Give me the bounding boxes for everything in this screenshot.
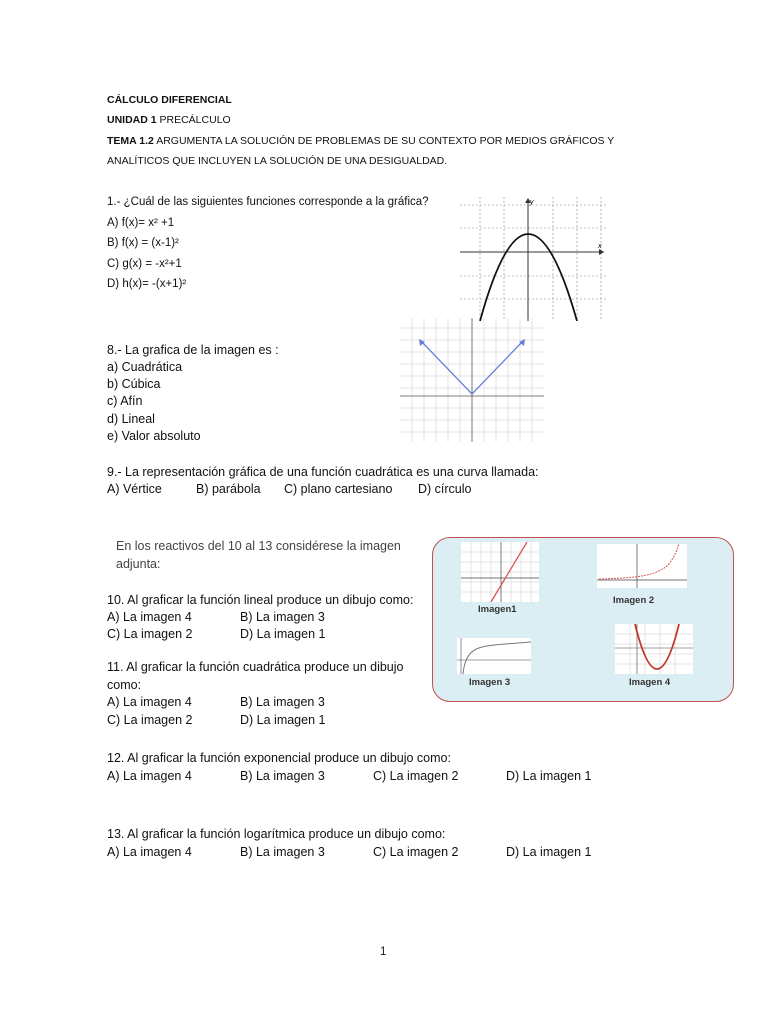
- q12-option-b: B) La imagen 3: [240, 769, 325, 783]
- q13-option-d: D) La imagen 1: [506, 845, 592, 859]
- q13-option-b: B) La imagen 3: [240, 845, 325, 859]
- q8-option-d: d) Lineal: [107, 412, 155, 426]
- q13-option-a: A) La imagen 4: [107, 845, 192, 859]
- q1-parabola-graph: [460, 197, 606, 321]
- image-1-caption: Imagen1: [478, 604, 517, 615]
- image-2-caption: Imagen 2: [613, 595, 655, 606]
- q11-option-d: D) La imagen 1: [240, 713, 326, 727]
- q8-option-a: a) Cuadrática: [107, 360, 183, 374]
- q1-y-label: y: [530, 199, 534, 206]
- q10-options-row-2: [107, 627, 407, 643]
- q12-question: 12. Al graficar la función exponencial produce un dibujo como:: [107, 751, 451, 765]
- q8-option-e: e) Valor absoluto: [107, 429, 201, 443]
- image-4-quadratic-thumb: [615, 624, 693, 674]
- q9-option-d: D) círculo: [418, 482, 472, 496]
- q12-options: [107, 769, 627, 785]
- q1-question: 1.- ¿Cuál de las siguientes funciones corresponde a la gráfica?: [107, 196, 429, 208]
- image-2-exponential-thumb: [597, 544, 687, 588]
- q9-option-c: C) plano cartesiano: [284, 482, 393, 496]
- q11-options-row-2: [107, 713, 407, 729]
- q1-option-c: C) g(x) = -x²+1: [107, 258, 182, 270]
- q12-option-a: A) La imagen 4: [107, 769, 192, 783]
- course-title: CÁLCULO DIFERENCIAL: [107, 94, 232, 106]
- image-4-caption: Imagen 4: [629, 677, 671, 688]
- q10-option-a: A) La imagen 4: [107, 610, 192, 624]
- topic-line-1: TEMA 1.2 ARGUMENTA LA SOLUCIÓN DE PROBLEMAS DE SU CONTEXTO POR MEDIOS GRÁFICOS Y: [107, 135, 615, 147]
- q1-option-d: D) h(x)= -(x+1)²: [107, 278, 187, 290]
- q10-option-b: B) La imagen 3: [240, 610, 325, 624]
- q1-option-b: B) f(x) = (x-1)²: [107, 237, 179, 249]
- q10-question: 10. Al graficar la función lineal produce un dibujo como:: [107, 593, 414, 607]
- unit-line: UNIDAD 1 PRECÁLCULO: [107, 114, 231, 126]
- q9-question: 9.- La representación gráfica de una función cuadrática es una curva llamada:: [107, 465, 539, 479]
- q9-option-b: B) parábola: [196, 482, 261, 496]
- q11-options-row-1: [107, 695, 407, 711]
- reference-images-panel: [432, 537, 734, 702]
- q11-option-a: A) La imagen 4: [107, 695, 192, 709]
- q1-x-label: x: [598, 243, 602, 250]
- q11-question-line-2: como:: [107, 678, 142, 692]
- q11-question-line-1: 11. Al graficar la función cuadrática produce un dibujo: [107, 660, 404, 674]
- q8-left-branch: [420, 340, 472, 394]
- intro-line-2: adjunta:: [116, 557, 161, 571]
- image-1-linear-thumb: [461, 542, 539, 602]
- q8-option-c: c) Afín: [107, 394, 143, 408]
- q1-option-a: A) f(x)= x² +1: [107, 217, 175, 229]
- q10-option-d: D) La imagen 1: [240, 627, 326, 641]
- q10-options-row-1: [107, 610, 407, 626]
- q9-option-a: A) Vértice: [107, 482, 162, 496]
- q8-right-branch: [472, 340, 524, 394]
- q13-question: 13. Al graficar la función logarítmica produce un dibujo como:: [107, 827, 446, 841]
- q11-option-c: C) La imagen 2: [107, 713, 193, 727]
- q13-option-c: C) La imagen 2: [373, 845, 459, 859]
- image-3-logarithmic-thumb: [457, 638, 531, 674]
- q8-question: 8.- La grafica de la imagen es :: [107, 343, 279, 357]
- intro-line-1: En los reactivos del 10 al 13 considérese la imagen: [116, 539, 401, 553]
- q13-options: [107, 845, 627, 861]
- q8-absolute-value-graph: [400, 318, 544, 442]
- q9-options: [107, 482, 507, 498]
- q1-grid: [460, 197, 606, 321]
- q10-option-c: C) La imagen 2: [107, 627, 193, 641]
- q12-option-d: D) La imagen 1: [506, 769, 592, 783]
- image-3-caption: Imagen 3: [469, 677, 511, 688]
- topic-line-2: ANALÍTICOS QUE INCLUYEN LA SOLUCIÓN DE UNA DESIGUALDAD.: [107, 155, 448, 167]
- q12-option-c: C) La imagen 2: [373, 769, 459, 783]
- page-number: 1: [380, 946, 387, 958]
- q11-option-b: B) La imagen 3: [240, 695, 325, 709]
- q8-option-b: b) Cúbica: [107, 377, 161, 391]
